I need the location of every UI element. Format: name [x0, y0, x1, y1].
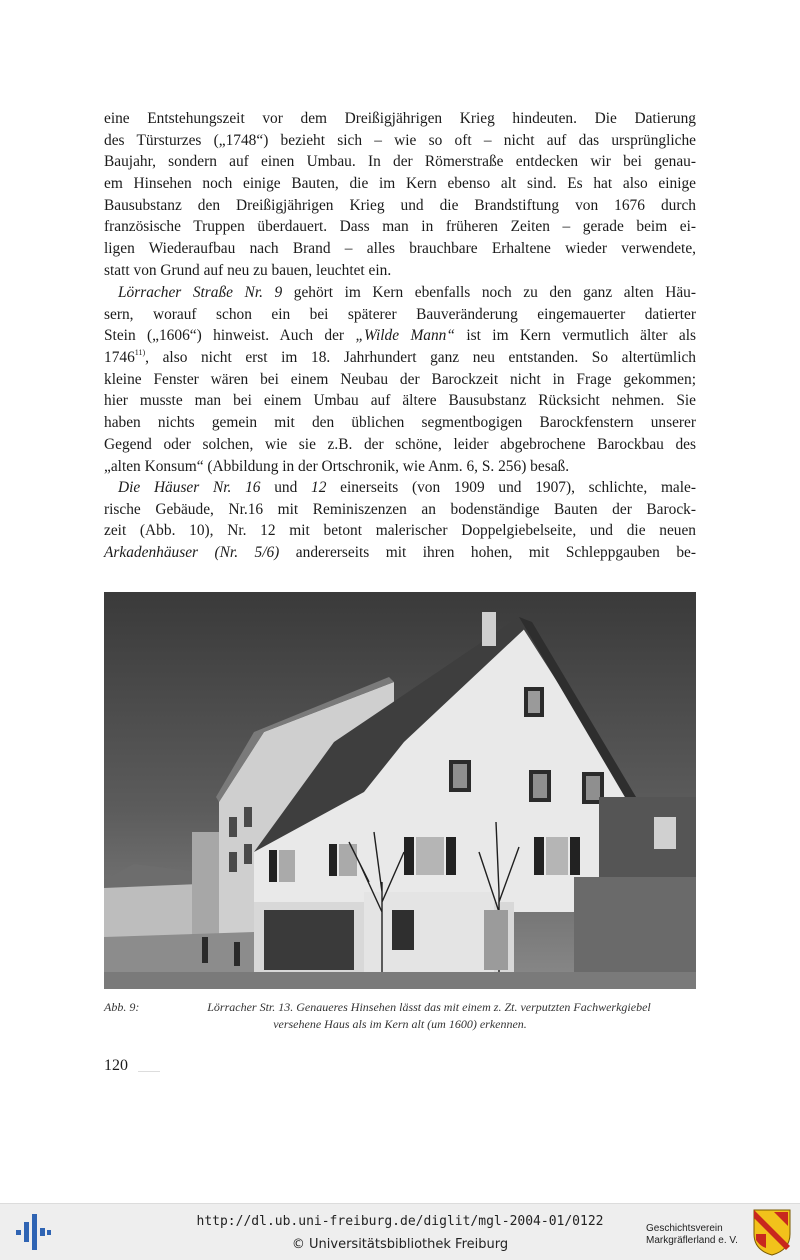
text-line: „alten Konsum“ (Abbildung in der Ortschronik, wie Anm. 6, S. 256) besaß. — [104, 457, 570, 475]
text-line: Gegend oder solchen, wie sie z.B. der schöne, leider abgebrochene Barockbau des — [104, 435, 696, 453]
text-run: Stein („1606“) hinweist. Auch der — [104, 327, 356, 345]
text-line: zeit (Abb. 10), Nr. 12 mit betont malerischer Doppelgiebelseite, und die neuen — [104, 522, 696, 540]
footnote-ref: 11) — [134, 348, 146, 358]
text-line: statt von Grund auf neu zu bauen, leuchtet ein. — [104, 261, 392, 279]
text-line: haben nichts gemein mit den üblichen segmentbogigen Barockfenstern unserer — [104, 414, 696, 432]
text-line — [104, 282, 696, 304]
street-name: Lörracher Straße Nr. 9 — [118, 284, 283, 301]
divider — [138, 1071, 160, 1072]
body-paragraph-1 — [104, 108, 696, 282]
body-paragraph-3 — [104, 477, 696, 564]
society-name — [646, 1223, 738, 1247]
copyright-text: © Universitätsbibliothek Freiburg — [291, 1237, 509, 1252]
text-line — [104, 347, 696, 369]
figure-label: Abb. 9: — [104, 1000, 140, 1014]
text-run: und — [260, 479, 312, 496]
text-line: rische Gebäude, Nr.16 mit Reminiszenzen an bodenständige Bauten der Barock- — [104, 500, 696, 518]
text-run: , also nicht erst im 18. Jahrhundert ganz neu entstanden. So altertümlich — [145, 349, 696, 367]
text-run: andererseits mit ihren hohen, mit Schleppgauben be- — [279, 544, 696, 562]
coat-of-arms-icon[interactable] — [752, 1208, 792, 1256]
figure-photo — [104, 592, 696, 989]
text-line: hier musste man bei einem Umbau auf ältere Bausubstanz Rücksicht nehmen. Sie — [104, 392, 696, 410]
text-run: einerseits (von 1909 und 1907), schlichte, male- — [326, 479, 696, 496]
society-name-line: Markgräflerland e. V. — [646, 1235, 738, 1246]
text-run: 1746 — [104, 349, 135, 367]
caption-line: Lörracher Str. 13. Genaueres Hinsehen lässt das mit einem z. Zt. verputzten Fachwerkgiebel — [207, 1000, 651, 1014]
house-name: „Wilde Mann“ — [355, 327, 455, 345]
text-line — [104, 542, 696, 564]
text-line: französische Truppen überdauert. Dass man in früheren Zeiten – gerade beim ei- — [104, 218, 696, 236]
page-number: 120 — [104, 1057, 128, 1074]
text-italic: Die Häuser Nr. 16 — [118, 479, 261, 496]
text-line: ligen Wiederaufbau nach Brand – alles brauchbare Erhaltene wieder verwendete, — [104, 240, 696, 258]
text-run: ist im Kern vermutlich älter als — [454, 327, 696, 345]
text-line: Baujahr, sondern auf einen Umbau. In der Römerstraße entdecken wir bei genau- — [104, 153, 696, 171]
text-line: eine Entstehungszeit vor dem Dreißigjährigen Krieg hindeuten. Die Datierung — [104, 110, 696, 127]
text-run: gehört im Kern ebenfalls noch zu den ganz alten Häu- — [282, 284, 696, 301]
text-line: kleine Fenster wären bei einem Neubau der Barockzeit nicht in Frage gekommen; — [104, 370, 696, 388]
body-paragraph-2 — [104, 282, 696, 477]
source-url-link[interactable]: http://dl.ub.uni-freiburg.de/diglit/mgl-2004-01/0122 — [196, 1214, 604, 1229]
text-line — [104, 325, 696, 347]
text-line: des Türsturzes („1748“) bezieht sich – wie so oft – nicht auf das ursprüngliche — [104, 131, 696, 149]
text-line: Bausubstanz den Dreißigjährigen Krieg und die Brandstiftung von 1676 durch — [104, 196, 696, 214]
text-italic: 12 — [311, 479, 327, 496]
text-line: sern, worauf schon ein bei späterer Bauveränderung eingemauerter datierter — [104, 305, 696, 323]
text-line: em Hinsehen noch einige Bauten, die im Kern ebenso alt sind. Es hat also einige — [104, 175, 696, 193]
text-italic: Arkadenhäuser (Nr. 5/6) — [104, 544, 280, 562]
caption-line: versehene Haus als im Kern alt (um 1600) erkennen. — [273, 1017, 527, 1031]
text-line — [104, 477, 696, 499]
society-name-line: Geschichtsverein — [646, 1223, 723, 1234]
footer-bar — [0, 1203, 800, 1260]
